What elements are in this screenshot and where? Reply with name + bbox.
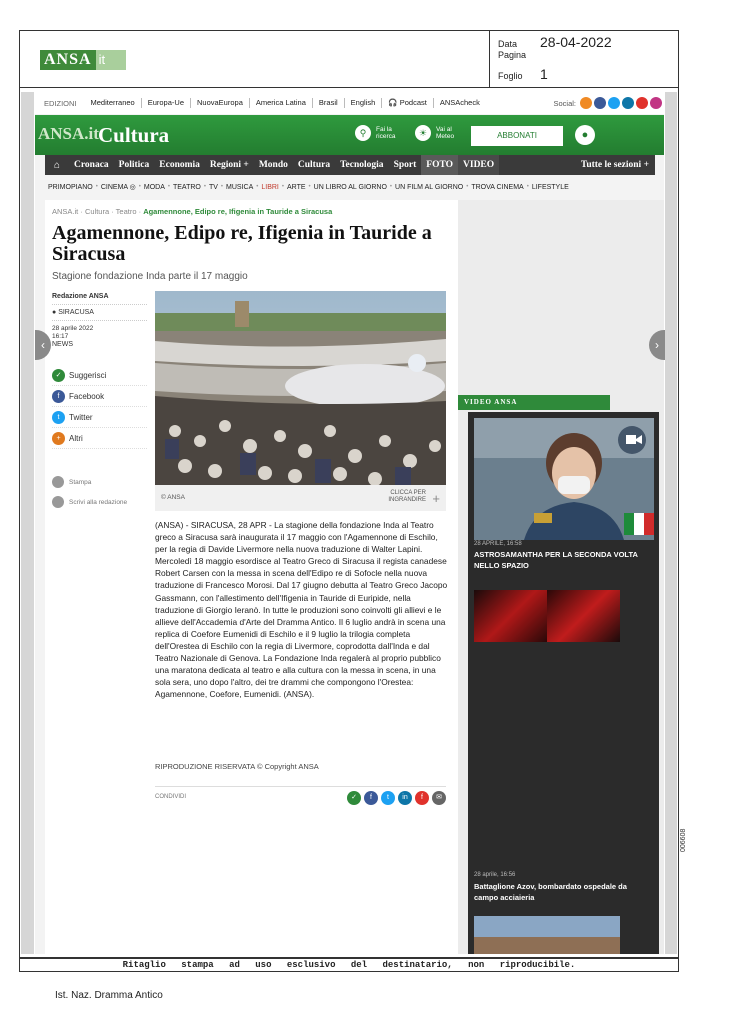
video-date: 28 APRILE, 16:58 — [474, 541, 522, 547]
share-row-icons — [344, 791, 446, 805]
logo-suffix: it — [96, 50, 126, 70]
organization-name: Ist. Naz. Dramma Antico — [55, 990, 163, 1001]
enlarge-label-2: INGRANDIRE — [388, 497, 426, 503]
facebook-icon: f — [52, 390, 65, 403]
sheet-label: Foglio — [498, 71, 523, 81]
clipping-footer: Ritaglio stampa ad uso esclusivo del destinatario, non riproducibile. — [19, 958, 679, 972]
utility-label: Scrivi alla redazione — [69, 498, 128, 506]
breadcrumb-current: Agamennone, Edipo re, Ifigenia in Tauride a Siracusa — [143, 207, 333, 216]
location-label: SIRACUSA — [58, 309, 94, 316]
separator: • — [389, 184, 393, 190]
breadcrumb-item[interactable]: ANSA.it — [52, 207, 79, 216]
nav-foto[interactable]: FOTO — [421, 155, 458, 175]
video-title[interactable]: ASTROSAMANTHA PER LA SECONDA VOLTA NELLO SPAZIO — [474, 550, 638, 570]
breadcrumb: ANSA.it · Cultura · Teatro · Agamennone, Edipo re, Ifigenia in Tauride a Siracusa — [52, 207, 333, 216]
share-list — [52, 365, 147, 449]
weather-icon: ☀ — [415, 125, 431, 141]
user-icon[interactable]: ● — [575, 125, 595, 145]
sub-nav — [45, 180, 655, 194]
video-frame — [474, 590, 547, 642]
enlarge-link[interactable] — [388, 490, 426, 504]
youtube-icon[interactable] — [636, 97, 648, 109]
video-date: 28 aprile, 16:56 — [474, 872, 516, 878]
ansa-logo — [40, 50, 126, 70]
separator: • — [138, 184, 141, 190]
podcast-icon: 🎧 — [388, 98, 400, 107]
nav-item[interactable]: Mondo — [258, 160, 288, 170]
rss-icon[interactable] — [580, 97, 592, 109]
podcast-label: Podcast — [399, 98, 427, 107]
suggest-link[interactable] — [52, 365, 147, 386]
print-link[interactable] — [52, 472, 152, 492]
date-label: Data — [498, 39, 518, 49]
photo-credit: © ANSA — [161, 494, 185, 501]
location-pin-icon: ● — [52, 309, 59, 316]
nav-item[interactable]: Regioni + — [209, 160, 249, 170]
nav-item[interactable]: Tecnologia — [340, 160, 384, 170]
separator: • — [281, 184, 284, 190]
separator: • — [308, 184, 311, 190]
podcast-link[interactable] — [382, 98, 434, 108]
nav-item[interactable]: Cronaca — [74, 160, 109, 170]
subnav-item[interactable]: TEATRO — [172, 183, 201, 191]
subnav-item[interactable]: PRIMOPIANO — [48, 183, 93, 191]
video-tab[interactable]: VIDEO ANSA — [458, 395, 610, 410]
enlarge-plus-icon[interactable]: + — [432, 491, 440, 506]
sheet-value: 1 — [540, 66, 548, 82]
separator: • — [203, 184, 206, 190]
video-frame — [547, 590, 620, 642]
subnav-item[interactable]: LIFESTYLE — [531, 183, 569, 191]
facebook-icon[interactable] — [594, 97, 606, 109]
edition-link[interactable]: Mediterraneo — [85, 98, 142, 108]
separator: • — [256, 184, 259, 190]
twitter-share[interactable] — [52, 407, 147, 428]
editions-bar — [35, 92, 664, 114]
more-share[interactable] — [52, 428, 147, 449]
twitter-icon: t — [52, 411, 65, 424]
twitter-icon[interactable] — [608, 97, 620, 109]
main-nav — [45, 155, 655, 175]
subnav-item[interactable]: ARTE — [286, 183, 306, 191]
facebook-share[interactable] — [52, 386, 147, 407]
chevron-right-icon[interactable]: › — [649, 330, 665, 360]
separator: • — [95, 184, 98, 190]
video-frame — [547, 916, 620, 954]
clipping-header — [19, 30, 679, 88]
separator: • — [526, 184, 529, 190]
breadcrumb-item[interactable]: Cultura — [84, 207, 110, 216]
linkedin-icon[interactable]: in — [398, 791, 412, 805]
share-row — [155, 786, 446, 806]
share-label: Facebook — [69, 391, 105, 401]
thumb-up-icon: ✓ — [52, 369, 65, 382]
scan-margin-left — [21, 92, 34, 954]
share-label: Twitter — [69, 412, 93, 422]
subnav-item[interactable]: TV — [208, 183, 218, 191]
article-title: Agamennone, Edipo re, Ifigenia in Tauride a Siracusa — [52, 222, 432, 265]
logo-main: ANSA — [40, 50, 96, 70]
location — [52, 305, 147, 321]
edition-link[interactable]: Brasil — [313, 98, 345, 108]
nav-item[interactable]: Cultura — [297, 160, 331, 170]
side-code: 006608 — [680, 828, 687, 852]
clipping-logo-area — [20, 31, 490, 87]
video-thumbnail-strip[interactable] — [474, 590, 620, 642]
home-icon[interactable]: ⌂ — [53, 159, 60, 171]
subnav-item[interactable]: UN LIBRO AL GIORNO — [313, 183, 387, 191]
share-row-label: CONDIVIDI — [155, 794, 187, 800]
share-label: Suggerisci — [69, 370, 107, 380]
video-thumbnail[interactable] — [474, 418, 654, 540]
separator: • — [220, 184, 224, 190]
subnav-item[interactable]: MUSICA — [226, 183, 254, 191]
edition-link[interactable]: English — [345, 98, 383, 108]
nav-item[interactable]: Politica — [118, 160, 150, 170]
nav-item[interactable]: Sport — [393, 160, 417, 170]
article — [45, 200, 458, 954]
video-title[interactable]: Battaglione Azov, bombardato ospedale da campo acciaieria — [474, 882, 627, 902]
clipping-meta — [498, 34, 612, 82]
edition-link[interactable]: America Latina — [250, 98, 313, 108]
scan-margin-right — [665, 92, 677, 954]
copyright-notice: RIPRODUZIONE RISERVATA © Copyright ANSA — [155, 762, 319, 771]
nav-video[interactable]: VIDEO — [458, 155, 499, 175]
edition-link[interactable]: NuovaEuropa — [191, 98, 250, 108]
subnav-item[interactable]: MODA — [143, 183, 165, 191]
datetime — [52, 321, 147, 349]
photo-caption-bar — [155, 485, 446, 511]
webpage — [35, 92, 664, 954]
edition-link[interactable]: ANSAcheck — [439, 98, 480, 107]
site-logo[interactable]: ANSA.it — [38, 124, 99, 143]
search-icon: ⚲ — [355, 125, 371, 141]
article-category: NEWS — [52, 341, 73, 348]
thumb-up-icon[interactable]: ✓ — [347, 791, 361, 805]
plus-icon: + — [52, 432, 65, 445]
search-button[interactable] — [355, 125, 396, 141]
social-label: Social: — [553, 98, 576, 108]
subnav-item-label: CINEMA — [100, 184, 128, 191]
mail-icon — [52, 496, 64, 508]
separator: • — [167, 184, 170, 190]
article-date: 28 aprile 2022 — [52, 325, 94, 332]
video-frame — [474, 916, 547, 954]
nav-all-sections[interactable]: Tutte le sezioni + — [580, 160, 649, 170]
meteo-button[interactable] — [415, 125, 454, 141]
twitter-icon[interactable]: t — [381, 791, 395, 805]
edition-link[interactable]: Europa-Ue — [142, 98, 191, 108]
author: Redazione ANSA — [52, 293, 147, 305]
utility-list — [52, 472, 152, 512]
article-body: (ANSA) - SIRACUSA, 28 APR - La stagione della fondazione Inda al Teatro greco a Siracusa sarà inaugurata il 17 maggio con l'Agamennone di Eschilo, per la regia di Davide Livermore nella nuova traduzione di Walter Lapini. Mercoledì 18 maggio esordisce al Teatro Greco di Siracusa il regista canadese Robert Carsen con la messa in scena dell'Edipo re di Sofocle nella nuova traduzione di Francesco Morosi. Dal 17 giugno debutta al Teatro Greco Jacopo Gassmann, con l'allestimento dell'Ifigenia in Tauride di Euripide, nella traduzione di Giorgio Ieranò. In tutte le produzioni sono coinvolti gli allievi e le allieve dell'Accademia d'Arte del Dramma Antico. Il 6 luglio andrà in scena una replica di Coefore Eumenidi di Eschilo e il 9 luglio la trilogia completa dell'Orestea di Eschilo con la regia di Livermore, coprodotta dall'Inda e dal Teatro Nazionale di Genova. La Fondazione Inda regalerà al proprio pubblico una maratona dedicata al teatro e alla cultura con la messa in scena, in una sola sera, uno dopo l'altro, dei tre drammi che compongono l'Orestea: Agamennone, Coefore, Eumenidi. (ANSA). — [155, 520, 448, 700]
nav-item[interactable]: Economia — [159, 160, 200, 170]
meteo-label-2: Meteo — [436, 133, 455, 140]
subscribe-button[interactable]: ABBONATI — [471, 126, 563, 146]
search-label-1: Fai la — [376, 126, 392, 133]
page-label: Pagina — [498, 50, 527, 60]
instagram-icon[interactable] — [650, 97, 662, 109]
video-box — [468, 412, 659, 954]
theatre-photo — [155, 291, 446, 485]
chevron-left-icon[interactable]: ‹ — [35, 330, 51, 360]
video-thumbnail-strip[interactable] — [474, 916, 620, 954]
facebook-icon[interactable]: f — [364, 791, 378, 805]
meteo-label-1: Vai al — [436, 126, 452, 133]
section-header — [35, 115, 664, 155]
breadcrumb-item[interactable]: Teatro — [115, 207, 137, 216]
enlarge-label-1: CLICCA PER — [390, 490, 426, 496]
utility-label: Stampa — [69, 478, 92, 486]
linkedin-icon[interactable] — [622, 97, 634, 109]
subnav-item[interactable]: TROVA CINEMA — [471, 183, 524, 191]
date-value: 28-04-2022 — [540, 34, 612, 50]
editions-label: EDIZIONI — [44, 98, 77, 108]
separator: • — [466, 184, 469, 190]
article-subtitle: Stagione fondazione Inda parte il 17 maggio — [52, 271, 248, 282]
subnav-item[interactable]: LIBRI — [261, 183, 279, 191]
article-time: 16:17 — [52, 333, 69, 340]
mail-icon[interactable]: ✉ — [432, 791, 446, 805]
print-icon — [52, 476, 64, 488]
circle-icon: ◎ — [129, 184, 136, 191]
article-meta — [52, 293, 147, 349]
share-label: Altri — [69, 433, 83, 443]
astronaut-video-thumb — [474, 418, 654, 540]
subnav-item[interactable]: UN FILM AL GIORNO — [395, 183, 464, 191]
section-title: Cultura — [98, 123, 170, 147]
search-label-2: ricerca — [376, 133, 396, 140]
article-photo[interactable] — [155, 291, 446, 485]
subnav-item-cinema[interactable] — [95, 183, 139, 191]
write-editor-link[interactable] — [52, 492, 152, 512]
flipboard-icon[interactable]: f — [415, 791, 429, 805]
